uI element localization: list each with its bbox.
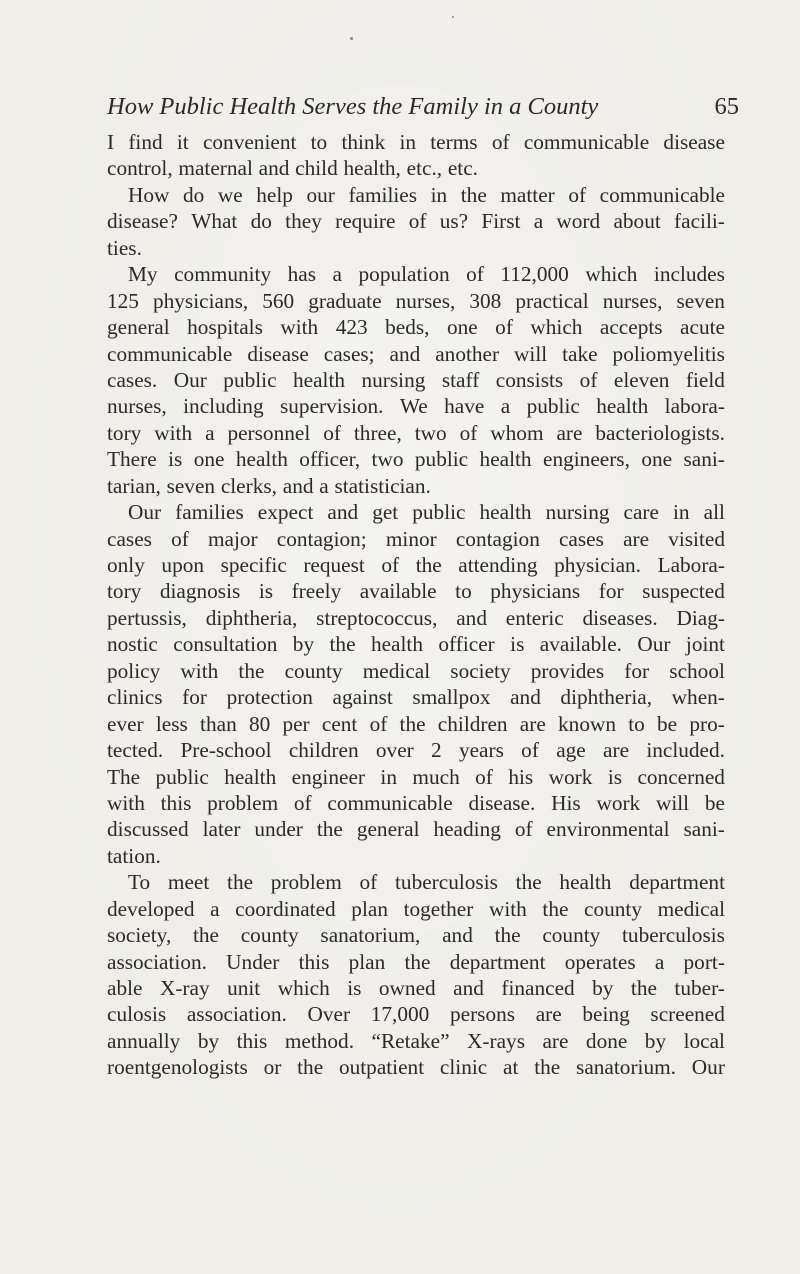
text-line: control, maternal and child health, etc., etc. xyxy=(107,156,479,181)
text-line: cases. Our public health nursing staff consists of eleven field xyxy=(107,367,725,392)
text-line: general hospitals with 423 beds, one of which accepts acute xyxy=(107,315,725,340)
text-line: Our families expect and get public health nursing care in all xyxy=(128,500,725,525)
text-line: policy with the county medical society provides for school xyxy=(107,658,725,683)
text-line: able X-ray unit which is owned and financed by the tuber- xyxy=(107,976,725,1000)
ink-speck xyxy=(452,16,454,18)
page-number: 65 xyxy=(714,93,739,120)
text-line: 125 physicians, 560 graduate nurses, 308 practical nurses, seven xyxy=(107,288,725,313)
ink-speck xyxy=(350,37,353,40)
text-line: cases of major contagion; minor contagion cases are visited xyxy=(107,526,725,551)
text-line: communicable disease cases; and another will take poliomyelitis xyxy=(107,341,725,366)
text-line: tory diagnosis is freely available to physicians for suspected xyxy=(107,579,725,604)
text-line: The public health engineer in much of his work is concerned xyxy=(107,764,725,789)
text-line: How do we help our families in the matter of communicable xyxy=(128,182,725,207)
text-line: with this problem of communicable disease. His work will be xyxy=(107,790,725,815)
text-line: My community has a population of 112,000 which includes xyxy=(128,262,725,287)
text-line: ever less than 80 per cent of the children are known to be pro- xyxy=(107,711,725,736)
text-line: society, the county sanatorium, and the county tuberculosis xyxy=(107,923,725,948)
text-line: tected. Pre-school children over 2 years of age are included. xyxy=(107,738,725,763)
text-line: developed a coordinated plan together with the county medical xyxy=(107,896,725,921)
text-line: roentgenologists or the outpatient clinic at the sanatorium. Our xyxy=(107,1055,725,1080)
text-line: To meet the problem of tuberculosis the health department xyxy=(128,870,725,895)
text-line: tation. xyxy=(107,843,161,868)
text-line: I find it convenient to think in terms of communicable disease xyxy=(107,130,725,154)
text-line: culosis association. Over 17,000 persons are being screened xyxy=(107,1002,725,1027)
text-line: disease? What do they require of us? First a word about facili- xyxy=(107,209,725,234)
running-title: How Public Health Serves the Family in a County xyxy=(107,93,599,120)
text-line: association. Under this plan the department operates a port- xyxy=(107,949,725,974)
text-line: tarian, seven clerks, and a statistician. xyxy=(107,473,431,498)
text-line: nurses, including supervision. We have a public health labora- xyxy=(107,394,725,419)
text-line: nostic consultation by the health officer is available. Our joint xyxy=(107,632,725,657)
text-line: ties. xyxy=(107,235,142,260)
text-line: tory with a personnel of three, two of whom are bacteriologists. xyxy=(107,420,725,445)
text-line: annually by this method. “Retake” X-rays are done by local xyxy=(107,1028,725,1053)
text-line: pertussis, diphtheria, streptococcus, and enteric diseases. Diag- xyxy=(107,605,725,630)
text-line: There is one health officer, two public health engineers, one sani- xyxy=(107,447,725,472)
text-line: clinics for protection against smallpox and diphtheria, when- xyxy=(107,685,725,710)
running-head xyxy=(107,90,739,124)
text-line: discussed later under the general heading of environmental sani- xyxy=(107,817,725,842)
body-text xyxy=(107,129,725,1081)
text-line: only upon specific request of the attending physician. Labora- xyxy=(107,553,725,577)
